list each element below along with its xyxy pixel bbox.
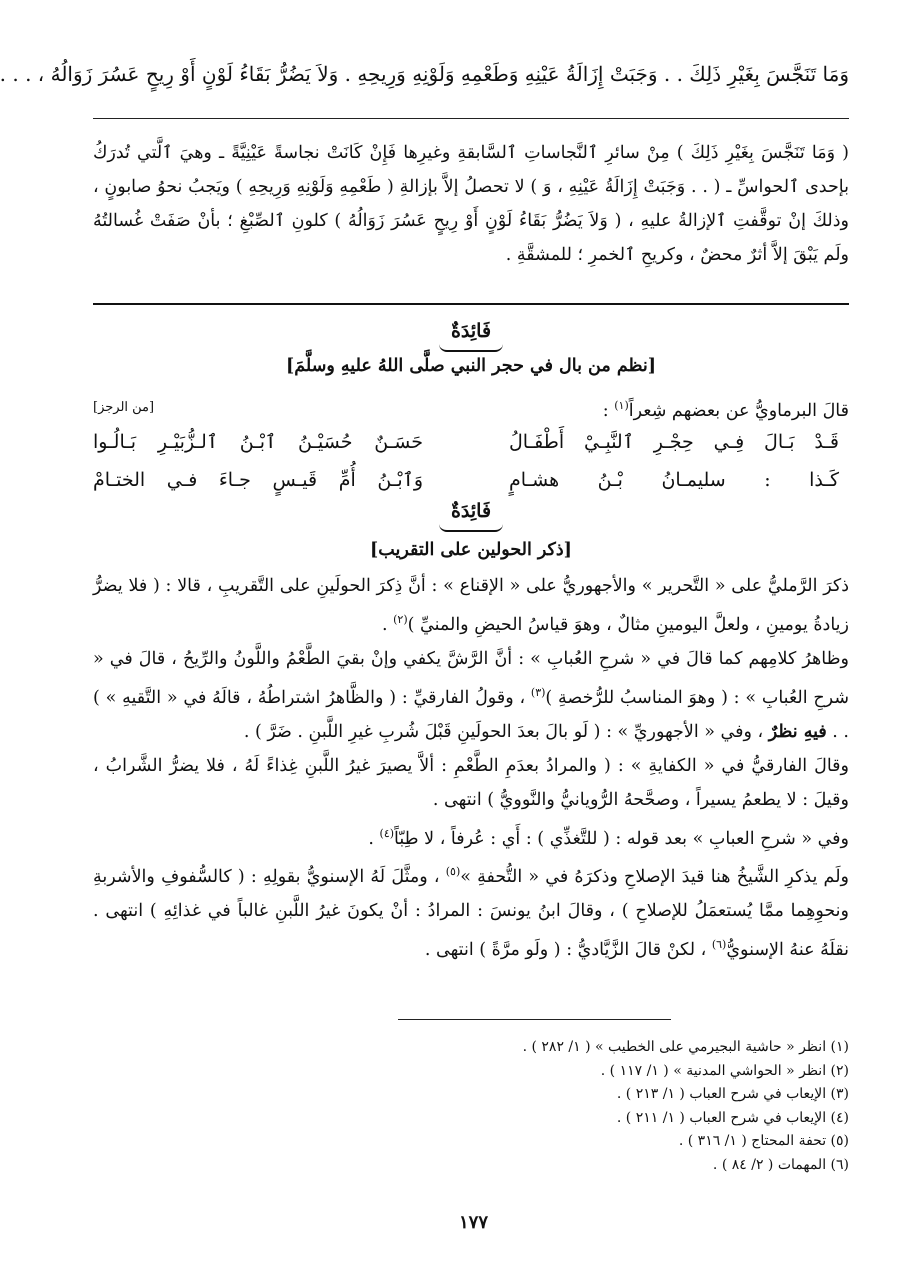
verse-2-sadr: كَـذا : سليمـانُ بْـنُ هشـامٍ: [509, 469, 839, 491]
matn-divider: [93, 118, 849, 119]
footnote-divider: [398, 1019, 671, 1020]
paragraph-2-text-c: ، وفي « الأجهوريِّ » : ( لَو بالَ بعدَ الحولَينِ قَبْلَ شُربِ غيرِ اللَّبنِ . ضَرَّ ) .: [243, 721, 769, 742]
verse-1-sadr: قَـدْ بَـالَ فِـي حِجْـرِ ٱلنَّبِـيْ أَطْفَـالُ: [509, 431, 839, 453]
faida-title-1: [نظم من بال في حجر النبي صلَّى اللهُ عليهِ وسلَّمَ]: [285, 356, 656, 376]
faida-heading-2: [93, 498, 849, 564]
footnote-2: (٢) انظر « الحواشي المدنية » ( ١/ ١١٧ ) .: [600, 1062, 849, 1079]
body-text: [93, 569, 849, 967]
poem-meter: [من الرجز]: [93, 400, 155, 415]
paragraph-2: [93, 642, 849, 749]
footnotes: [93, 1036, 849, 1177]
paragraph-1-tail: .: [381, 614, 394, 635]
poem-intro-tail: :: [602, 400, 615, 421]
footnote-ref-2: (٢): [393, 613, 408, 626]
poem-intro-text: قالَ البرماويُّ عن بعضهم شِعراً: [628, 400, 849, 421]
sharh-paragraph: ( وَمَا تَنَجَّسَ بِغَيْرِ ذَلِكَ ) مِنْ سائرِ ٱلنَّجاساتِ ٱلسَّابقةِ وغيرِها فَإِنْ كَانَتْ نجاسةً عَيْنِيَّةً ـ وهيَ ٱلَّتي تُدرَكُ بإحدى ٱلحواسِّ ـ ( . . وَجَبَتْ إِزَالَةُ عَيْنِهِ ، وَ ) لا تحصلُ إلاَّ بإزالةِ ( طَعْمِهِ وَلَوْنِهِ وَرِيحِهِ ) ويَجبُ نحوُ صابونٍ ، وذلكَ إنْ توقَّفتِ ٱلإزالةُ عليهِ ، ( وَلاَ يَضُرُّ بَقَاءُ لَوْنٍ أَوْ رِيحٍ عَسُرَ زَوَالُهُ ) كلونِ ٱلصِّبْغِ ؛ بأنْ صَفَتْ غُسالتُهُ ولَم يَبْقَ إلاَّ أثرٌ محضٌ ، وكريحِ ٱلخمرِ ؛ للمشقَّةِ .: [93, 143, 849, 265]
footnote-6: (٦) المهمات ( ٢/ ٨٤ ) .: [712, 1156, 849, 1173]
faida-heading-1: [93, 318, 849, 380]
matn-text: وَمَا تَنَجَّسَ بِغَيْرِ ذَلِكَ . . وَجَبَتْ إِزَالَةُ عَيْنِهِ وَطَعْمِهِ وَلَوْنِهِ وَرِيحِهِ . وَلاَ يَضُرُّ بَقَاءُ لَوْنٍ أَوْ رِيحٍ عَسُرَ زَوَالُهُ ، . . .: [0, 62, 849, 86]
paragraph-5-text-b: ، ومثَّلَ لَهُ الإسنويُّ بقولِهِ : ( كالسُّفوفِ والأشربةِ ونحوِهِما ممَّا يُستعمَلُ للإصلاحِ ) ، وقالَ ابنُ يونسَ : المرادُ : أنْ يكونَ غيرُ اللَّبنِ غالباً في غذائِهِ ) انتهى . نقلَهُ عنهُ الإسنويُّ: [93, 867, 849, 961]
footnote-4: (٤) الإيعاب في شرح العباب ( ١/ ٢١١ ) .: [616, 1109, 849, 1126]
faida-title-2: [ذكر الحولين على التقريب]: [370, 540, 572, 560]
verse-2-ajuz: وَٱبْـنُ أُمِّ قَيـسٍ جـاءَ فـي الختـامْ: [93, 469, 423, 491]
footnote-ref-4: (٤): [379, 826, 395, 840]
footnote-ref-5: (٥): [445, 865, 461, 879]
paragraph-5-text-a: ولَم يذكرِ الشَّيخُ هنا قيدَ الإصلاحِ وذكرَهُ في « التُّحفةِ »: [460, 867, 849, 888]
paragraph-4: [93, 817, 849, 856]
poem-intro: [93, 392, 849, 420]
paragraph-1-text: ذكرَ الرَّمليُّ على « التَّحرير » والأجهوريُّ على « الإقناع » : أنَّ ذِكرَ الحولَينِ على التَّقريبِ ، قالا : ( فلا يضرُّ زيادةُ يومينِ ، ولعلَّ اليومينِ مثالٌ ، وهوَ قياسُ الحيضِ والمنيِّ ): [93, 576, 849, 635]
paragraph-2-text-b: ، وقولُ الفارقيِّ : ( والظَّاهرُ اشتراطُهُ ، قالَهُ في « التَّقيهِ » ) . .: [93, 687, 849, 742]
section-divider: [93, 303, 849, 305]
paragraph-2-bold: فيهِ نظرٌ: [768, 721, 827, 742]
faida-label-2: فَائِدَةٌ: [93, 498, 849, 532]
paragraph-2-text-a: وظاهرُ كلامِهم كما قالَ في « شرحِ العُبابِ » : أنَّ الرَّشَّ يكفي وإنْ بقيَ الطَّعْمُ واللَّونُ والرِّيحُ ، قالَ في « شرحِ العُبابِ » : ( وهوَ المناسبُ للرُّخصةِ ): [93, 648, 849, 708]
page-number: ١٧٧: [458, 1212, 488, 1233]
footnote-ref-1: (١): [614, 399, 629, 412]
verse-1: [93, 424, 849, 460]
footnote-ref-3: (٣): [530, 685, 546, 699]
verse-1-ajuz: حَسَـنٌ حُسَيْـنُ ٱبْـنُ ٱلـزُّبَيْـرِ بَـالُـوا: [93, 431, 423, 453]
verse-2: [93, 462, 849, 498]
faida-label-1: فَائِدَةٌ: [93, 318, 849, 352]
footnote-5: (٥) تحفة المحتاج ( ١/ ٣١٦ ) .: [678, 1133, 849, 1149]
paragraph-4-tail: .: [368, 828, 380, 849]
paragraph-4-text: وفي « شرحِ العبابِ » بعد قوله : ( للتَّغذِّي ) : أَي : عُرفاً ، لا طِبّاً: [394, 828, 849, 849]
paragraph-5-text-c: ، لكنْ قالَ الزَّيَّاديُّ : ( ولَو مرَّةً ) انتهى .: [424, 940, 712, 961]
footnote-ref-6: (٦): [711, 938, 727, 952]
footnote-1: (١) انظر « حاشية البجيرمي على الخطيب » ( ١/ ٢٨٢ ) .: [522, 1039, 849, 1055]
footnote-3: (٣) الإيعاب في شرح العباب ( ١/ ٢١٣ ) .: [616, 1086, 849, 1102]
paragraph-3: وقالَ الفارقيُّ في « الكفايةِ » : ( والمرادُ بعدَمِ الطَّعْمِ : ألاَّ يصيرَ غيرُ اللَّبنِ غِذاءً لَهُ ، فلا يضرُّ الشَّرابُ ، وقيلَ : لا يطعمُ يسيراً ، وصحَّحهُ الرُّويانيُّ والنَّوويُّ ) انتهى .: [93, 755, 849, 810]
paragraph-5: [93, 855, 849, 967]
paragraph-1: [93, 569, 849, 642]
